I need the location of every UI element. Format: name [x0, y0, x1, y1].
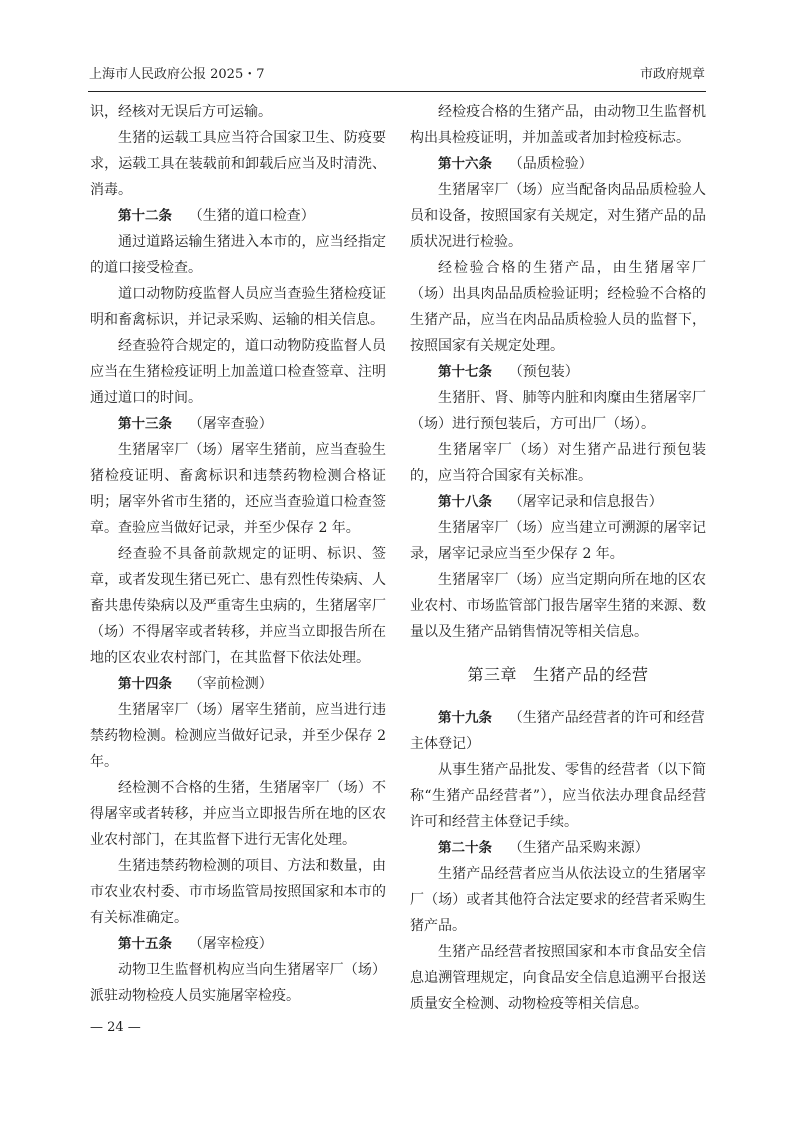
article-title: （屠宰检疫）: [188, 936, 273, 952]
left-column: [90, 99, 386, 1009]
paragraph: 动物卫生监督机构应当向生猪屠宰厂（场）派驻动物检疫人员实施屠宰检疫。: [90, 962, 386, 1004]
paragraph: 经检测不合格的生猪，生猪屠宰厂（场）不得屠宰或者转移，并应当立即报告所在地的区农业农村部门，在其监督下进行无害化处理。: [90, 780, 386, 848]
article-title: （生猪的道口检查）: [188, 208, 315, 224]
running-header-section: 市政府规章: [639, 67, 705, 82]
article-heading: [90, 671, 386, 697]
article-heading: [410, 359, 706, 385]
paragraph: 生猪的运载工具应当符合国家卫生、防疫要求，运载工具在装载前和卸载后应当及时清洗、消毒。: [90, 130, 386, 198]
article-title: （预包装）: [508, 364, 579, 380]
article-title: （屠宰查验）: [188, 416, 273, 432]
chapter-number: 第三章: [467, 665, 517, 684]
article-number: 第十七条: [438, 364, 492, 380]
paragraph: 从事生猪产品批发、零售的经营者（以下简称“生猪产品经营者”），应当依法办理食品经营许可和经营主体登记手续。: [410, 762, 706, 830]
paragraph: 生猪违禁药物检测的项目、方法和数量，由市农业农村委、市市场监管局按照国家和本市的有关标准确定。: [90, 858, 386, 926]
paragraph: 通过道路运输生猪进入本市的，应当经指定的道口接受检查。: [90, 234, 386, 276]
paragraph: 经查验不具备前款规定的证明、标识、签章，或者发现生猪已死亡、患有烈性传染病、人畜共患传染病以及严重寄生虫病的，生猪屠宰厂（场）不得屠宰或者转移，并应当立即报告所在地的区农业农村部门，在其监督下依法处理。: [90, 546, 386, 666]
running-header-publication: 上海市人民政府公报 2025・7: [89, 67, 265, 82]
article-title: （屠宰记录和信息报告）: [508, 494, 663, 510]
paragraph: 生猪屠宰厂（场）屠宰生猪前，应当进行违禁药物检测。检测应当做好记录，并至少保存 2 年。: [90, 702, 386, 770]
paragraph: 生猪屠宰厂（场）应当配备肉品品质检验人员和设备，按照国家有关规定，对生猪产品的品质状况进行检验。: [410, 182, 706, 250]
article-title: （品质检验）: [508, 156, 593, 172]
chapter-heading: [410, 645, 706, 705]
article-number: 第十五条: [118, 936, 172, 952]
article-title: （宰前检测）: [188, 676, 273, 692]
article-number: 第十六条: [438, 156, 492, 172]
paragraph: 经检验合格的生猪产品，由生猪屠宰厂（场）出具肉品品质检验证明；经检验不合格的生猪产品，应当在肉品品质检验人员的监督下，按照国家有关规定处理。: [410, 260, 706, 354]
article-number: 第十二条: [118, 208, 172, 224]
paragraph: 道口动物防疫监督人员应当查验生猪检疫证明和畜禽标识，并记录采购、运输的相关信息。: [90, 286, 386, 328]
article-heading: [90, 411, 386, 437]
paragraph: 生猪肝、肾、肺等内脏和肉糜由生猪屠宰厂（场）进行预包装后，方可出厂（场）。: [410, 390, 706, 432]
article-heading: [90, 931, 386, 957]
article-heading: [90, 203, 386, 229]
page-number: — 24 —: [90, 1020, 141, 1035]
paragraph: 生猪屠宰厂（场）对生猪产品进行预包装的，应当符合国家有关标准。: [410, 442, 706, 484]
article-heading: [410, 151, 706, 177]
article-heading: [410, 835, 706, 861]
paragraph: 经查验符合规定的，道口动物防疫监督人员应当在生猪检疫证明上加盖道口检查签章、注明通过道口的时间。: [90, 338, 386, 406]
article-number: 第十九条: [438, 710, 492, 726]
article-number: 第十三条: [118, 416, 172, 432]
paragraph: 生猪屠宰厂（场）应当建立可溯源的屠宰记录，屠宰记录应当至少保存 2 年。: [410, 520, 706, 562]
right-column: [410, 99, 706, 1017]
article-title: （生猪产品采购来源）: [508, 840, 649, 856]
article-number: 第十四条: [118, 676, 172, 692]
paragraph: 识，经核对无误后方可运输。: [90, 104, 272, 120]
article-number: 第二十条: [438, 840, 492, 856]
article-title: （生猪产品经营者的许可和经营主体登记）: [410, 710, 705, 752]
paragraph: 经检疫合格的生猪产品，由动物卫生监督机构出具检疫证明，并加盖或者加封检疫标志。: [410, 104, 706, 146]
paragraph: 生猪屠宰厂（场）应当定期向所在地的区农业农村、市场监管部门报告屠宰生猪的来源、数量以及生猪产品销售情况等相关信息。: [410, 572, 706, 640]
paragraph: 生猪产品经营者按照国家和本市食品安全信息追溯管理规定，向食品安全信息追溯平台报送质量安全检测、动物检疫等相关信息。: [410, 944, 706, 1012]
chapter-title: 生猪产品的经营: [533, 665, 649, 684]
paragraph: 生猪产品经营者应当从依法设立的生猪屠宰厂（场）或者其他符合法定要求的经营者采购生猪产品。: [410, 866, 706, 934]
header-rule: [88, 91, 706, 92]
paragraph: 生猪屠宰厂（场）屠宰生猪前，应当查验生猪检疫证明、畜禽标识和违禁药物检测合格证明；屠宰外省市生猪的，还应当查验道口检查签章。查验应当做好记录，并至少保存 2 年。: [90, 442, 386, 536]
article-number: 第十八条: [438, 494, 492, 510]
article-heading: [410, 705, 706, 757]
article-heading: [410, 489, 706, 515]
